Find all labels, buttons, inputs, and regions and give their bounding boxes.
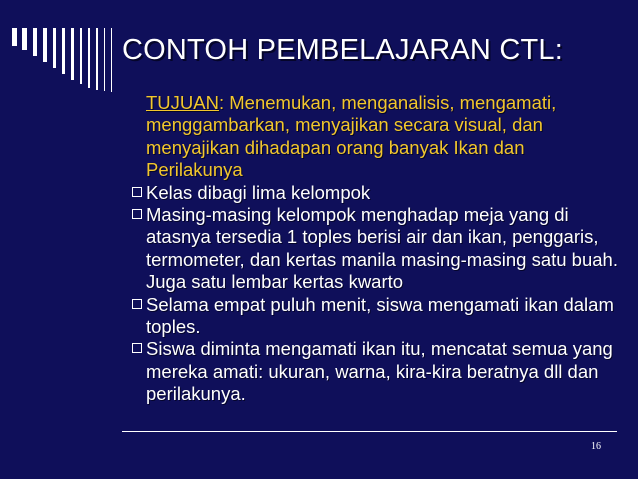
bullet-item — [122, 204, 622, 294]
stripe — [80, 28, 82, 84]
stripe — [104, 28, 105, 91]
stripe — [111, 28, 112, 92]
slide-body — [122, 92, 622, 406]
bullet-text: Selama empat puluh menit, siswa mengamati ikan dalam toples. — [146, 293, 614, 338]
square-bullet-icon — [132, 187, 142, 197]
footer-divider — [122, 431, 617, 432]
stripe — [71, 28, 74, 80]
stripe — [53, 28, 56, 68]
stripe — [22, 28, 27, 50]
bullet-item — [122, 182, 622, 204]
bullet-text: Siswa diminta mengamati ikan itu, mencatat semua yang mereka amati: ukuran, warna, kira-kira beratnya dll dan perilakunya. — [146, 338, 613, 405]
goal-paragraph — [122, 92, 622, 182]
goal-label: TUJUAN — [146, 92, 219, 113]
bullet-item — [122, 294, 622, 339]
stripe — [62, 28, 65, 74]
stripe — [96, 28, 98, 90]
stripe — [12, 28, 17, 46]
bullet-item — [122, 338, 622, 405]
bullet-text: Masing-masing kelompok menghadap meja yang di atasnya tersedia 1 toples berisi air dan ikan, penggaris, termometer, dan kertas manila masing-masing satu buah. Juga satu lembar kertas kwarto — [146, 204, 618, 293]
bullet-text: Kelas dibagi lima kelompok — [146, 181, 371, 203]
square-bullet-icon — [132, 343, 142, 353]
goal-text: : Menemukan, menganalisis, mengamati, menggambarkan, menyajikan secara visual, dan menyajikan dihadapan orang banyak Ikan dan Perilakunya — [146, 92, 557, 181]
decorative-stripes — [12, 28, 118, 92]
page-number: 16 — [591, 441, 601, 452]
square-bullet-icon — [132, 209, 142, 219]
square-bullet-icon — [132, 299, 142, 309]
slide-title: CONTOH PEMBELAJARAN CTL: — [122, 34, 563, 66]
stripe — [88, 28, 90, 88]
stripe — [33, 28, 37, 56]
stripe — [43, 28, 47, 62]
